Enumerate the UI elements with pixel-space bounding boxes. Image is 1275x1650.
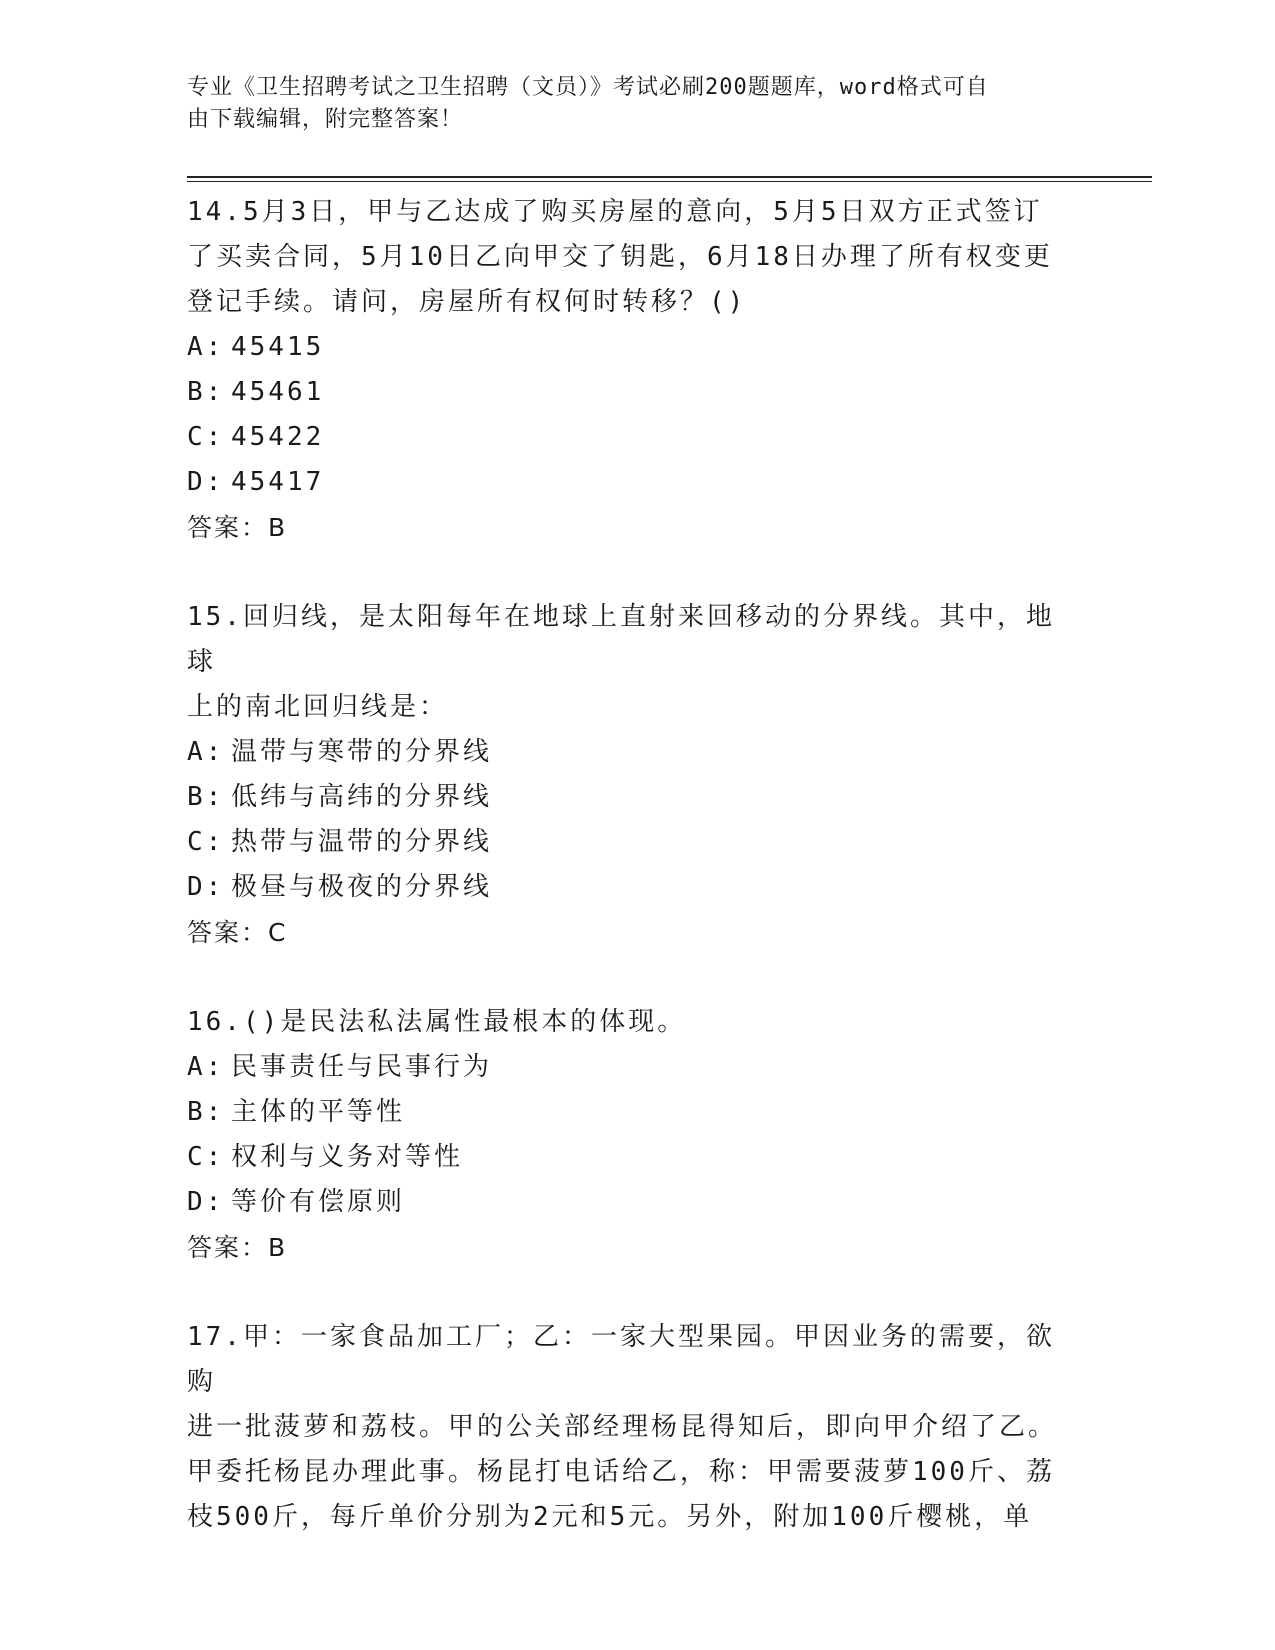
option-letter: B:: [187, 377, 225, 407]
option-letter: D:: [187, 467, 225, 497]
option-text: 45422: [231, 422, 325, 452]
answer-line: 答案：B: [187, 513, 288, 542]
option-letter: C:: [187, 1142, 225, 1172]
option-letter: C:: [187, 422, 225, 452]
option-text: 温带与寒带的分界线: [231, 737, 493, 767]
option-text: 等价有偿原则: [231, 1187, 406, 1217]
header-line-1: 专业《卫生招聘考试之卫生招聘（文员）》考试必刷200题题库，word格式可自: [187, 75, 989, 100]
option-letter: D:: [187, 1187, 225, 1217]
answer-line: 答案：C: [187, 918, 288, 947]
option-a: [187, 730, 1077, 775]
question-stem-line: 登记手续。请问，房屋所有权何时转移？(): [187, 287, 747, 317]
question-stem-line: 17.甲：一家食品加工厂；乙：一家大型果园。甲因业务的需要，欲购: [187, 1322, 1055, 1397]
option-letter: A:: [187, 737, 225, 767]
option-c: [187, 1135, 1077, 1180]
question-stem-line: 上的南北回归线是：: [187, 692, 449, 722]
header-line-2: 由下载编辑，附完整答案！: [187, 107, 464, 132]
option-c: [187, 820, 1077, 865]
question-list: [187, 190, 1077, 1540]
question-spacer: [187, 955, 1077, 1000]
option-letter: A:: [187, 1052, 225, 1082]
question-stem-line: 进一批菠萝和荔枝。甲的公关部经理杨昆得知后，即向甲介绍了乙。: [187, 1412, 1058, 1442]
option-text: 45417: [231, 467, 325, 497]
option-text: 主体的平等性: [231, 1097, 406, 1127]
option-b: [187, 775, 1077, 820]
option-letter: D:: [187, 872, 225, 902]
option-letter: C:: [187, 827, 225, 857]
option-text: 45461: [231, 377, 325, 407]
question-17: [187, 1315, 1077, 1540]
option-text: 权利与义务对等性: [231, 1142, 464, 1172]
question-16: [187, 1000, 1077, 1270]
option-letter: A:: [187, 332, 225, 362]
question-14: [187, 190, 1077, 550]
answer-line: 答案：B: [187, 1233, 288, 1262]
question-spacer: [187, 550, 1077, 595]
option-text: 低纬与高纬的分界线: [231, 782, 493, 812]
option-d: [187, 460, 1077, 505]
option-d: [187, 1180, 1077, 1225]
option-c: [187, 415, 1077, 460]
question-stem-line: 15.回归线，是太阳每年在地球上直射来回移动的分界线。其中，地球: [187, 602, 1055, 677]
option-b: [187, 370, 1077, 415]
option-a: [187, 1045, 1077, 1090]
question-stem-line: 枝500斤，每斤单价分别为2元和5元。另外，附加100斤樱桃，单: [187, 1502, 1033, 1532]
option-text: 热带与温带的分界线: [231, 827, 493, 857]
option-letter: B:: [187, 1097, 225, 1127]
question-stem-line: 14.5月3日，甲与乙达成了购买房屋的意向，5月5日双方正式签订: [187, 197, 1043, 227]
question-stem-line: 16.()是民法私法属性最根本的体现。: [187, 1007, 687, 1037]
header-divider: [187, 176, 1152, 182]
option-b: [187, 1090, 1077, 1135]
question-15: [187, 595, 1077, 955]
option-a: [187, 325, 1077, 370]
question-stem-line: 甲委托杨昆办理此事。杨昆打电话给乙，称：甲需要菠萝100斤、荔: [187, 1457, 1055, 1487]
option-text: 极昼与极夜的分界线: [231, 872, 493, 902]
option-letter: B:: [187, 782, 225, 812]
option-text: 45415: [231, 332, 325, 362]
option-text: 民事责任与民事行为: [231, 1052, 493, 1082]
question-stem-line: 了买卖合同，5月10日乙向甲交了钥匙，6月18日办理了所有权变更: [187, 242, 1053, 272]
option-d: [187, 865, 1077, 910]
document-header: [187, 72, 1067, 136]
question-spacer: [187, 1270, 1077, 1315]
